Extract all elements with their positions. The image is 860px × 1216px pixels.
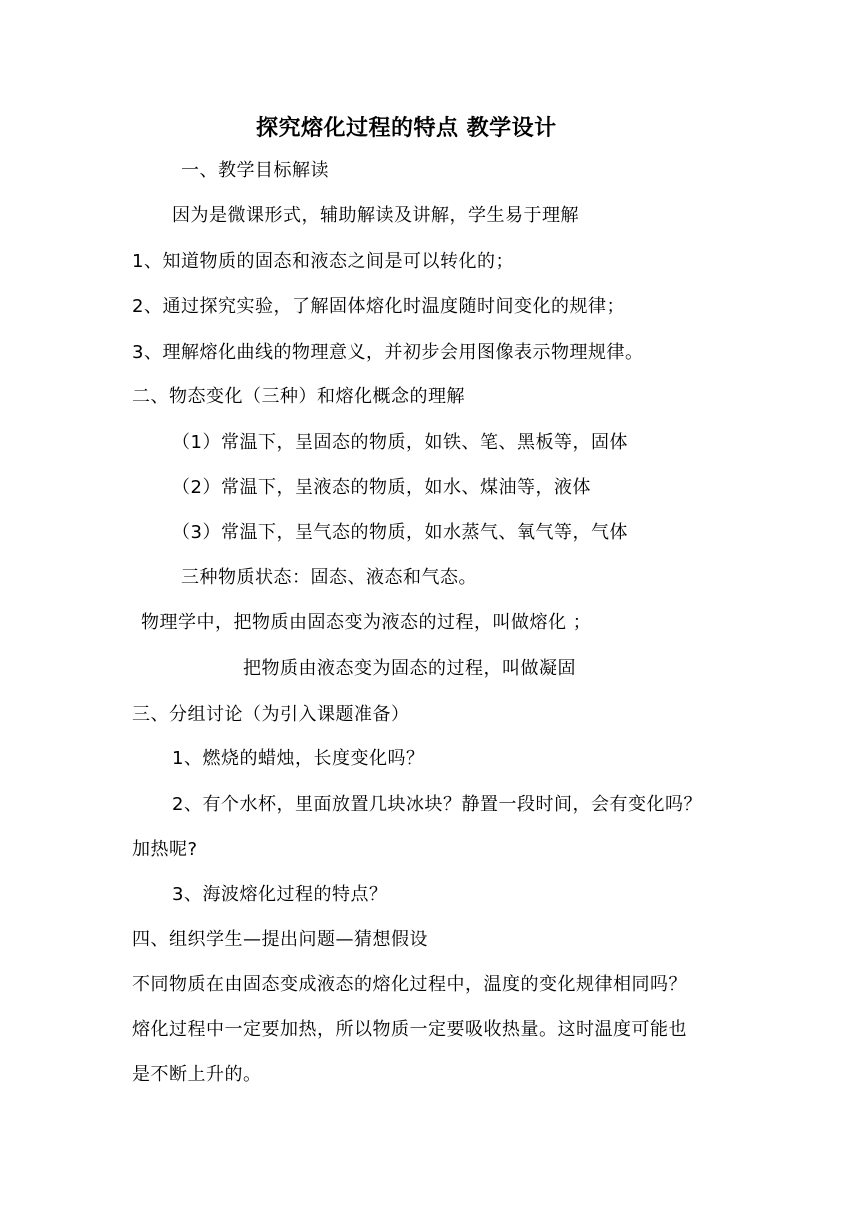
section-3-heading: 三、分组讨论（为引入课题准备） [132, 704, 410, 725]
section-1-intro: 因为是微课形式，辅助解读及讲解，学生易于理解 [172, 205, 579, 226]
section-4-heading: 四、组织学生—提出问题—猜想假设 [132, 929, 428, 950]
goal-item-3: 3、理解熔化曲线的物理意义，并初步会用图像表示物理规律。 [132, 342, 644, 363]
question-2-line-1: 2、有个水杯，里面放置几块冰块？静置一段时间，会有变化吗？ [172, 794, 702, 815]
question-2-line-2: 加热呢? [132, 839, 198, 860]
goal-item-1: 1、知道物质的固态和液态之间是可以转化的； [132, 251, 514, 272]
section-4-paragraph-2-line-2: 是不断上升的。 [132, 1064, 262, 1085]
section-2-heading: 二、物态变化（三种）和熔化概念的理解 [132, 386, 465, 407]
question-1: 1、燃烧的蜡烛，长度变化吗？ [172, 748, 425, 769]
three-states-summary: 三种物质状态：固态、液态和气态。 [181, 567, 477, 588]
goal-item-2: 2、通过探究实验，了解固体熔化时温度随时间变化的规律； [132, 296, 625, 317]
state-item-3: （3）常温下，呈气态的物质，如水蒸气、氧气等，气体 [172, 522, 628, 543]
melting-definition: 物理学中，把物质由固态变为液态的过程，叫做熔化 ； [141, 612, 592, 633]
section-4-paragraph-2-line-1: 熔化过程中一定要加热，所以物质一定要吸收热量。这时温度可能也 [132, 1019, 687, 1040]
state-item-1: （1）常温下，呈固态的物质，如铁、笔、黑板等，固体 [172, 432, 628, 453]
question-3: 3、海波熔化过程的特点？ [172, 884, 388, 905]
solidification-definition: 把物质由液态变为固态的过程，叫做凝固 [243, 658, 576, 679]
state-item-2: （2）常温下，呈液态的物质，如水、煤油等，液体 [172, 477, 591, 498]
document-title: 探究熔化过程的特点 教学设计 [256, 116, 557, 141]
section-1-heading: 一、教学目标解读 [181, 160, 329, 181]
section-4-paragraph-1: 不同物质在由固态变成液态的熔化过程中，温度的变化规律相同吗？ [132, 974, 687, 995]
